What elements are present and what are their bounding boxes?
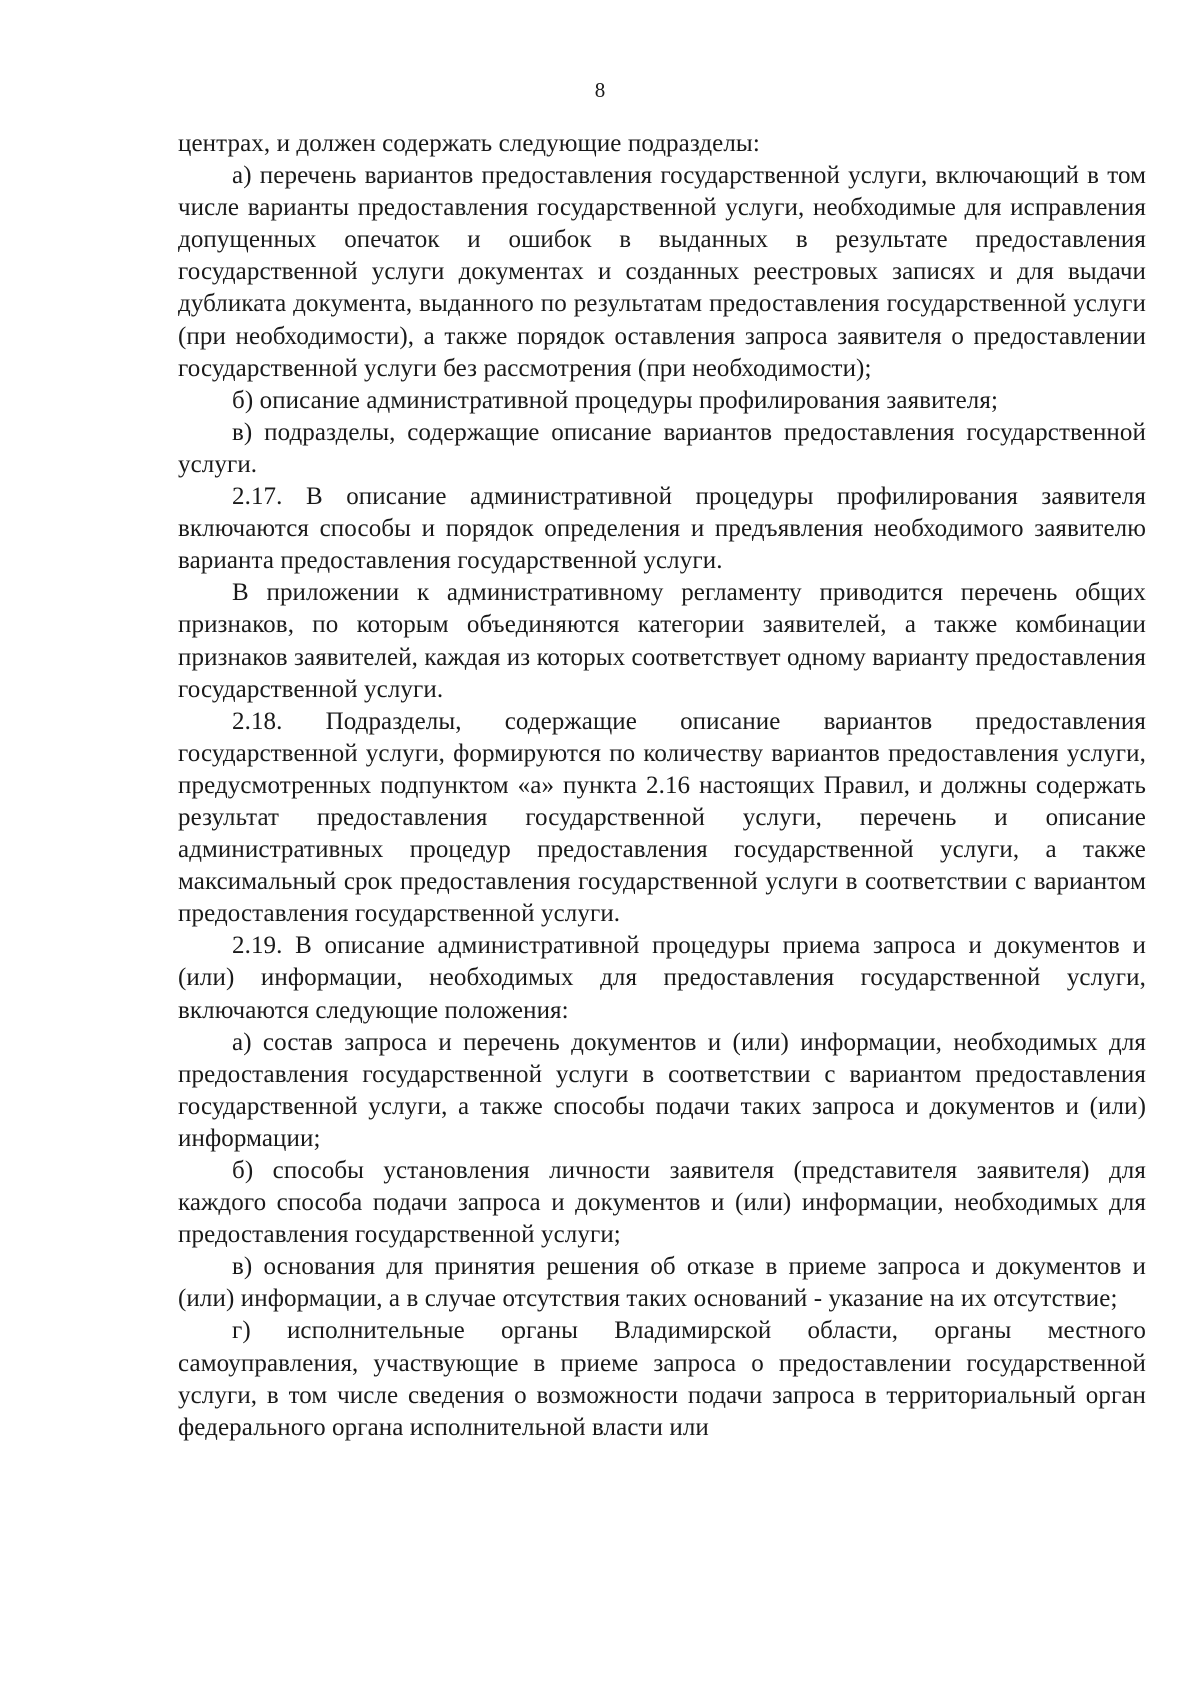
paragraph-2-18: 2.18. Подразделы, содержащие описание вариантов предоставления государственной услуги, формируются по количеству вариантов предоставления услуги, предусмотренных подпунктом «а» пункта 2.16 настоящих Правил, и должны содержать результат предоставления государственной услуги, перечень и описание административных процедур предоставления государственной услуги, а также максимальный срок предоставления государственной услуги в соответствии с вариантом предоставления государственной услуги.	[178, 707, 1146, 928]
page-number: 8	[594, 78, 606, 102]
paragraph-2-19-item-v: в) основания для принятия решения об отказе в приеме запроса и документов и (или) информации, а в случае отсутствия таких оснований - указание на их отсутствие;	[178, 1253, 1146, 1313]
paragraph-item-v-subsections: в) подразделы, содержащие описание вариантов предоставления государственной услуги.	[178, 418, 1146, 478]
paragraph-item-b-profiling: б) описание административной процедуры профилирования заявителя;	[232, 386, 998, 414]
paragraph-appendix-note: В приложении к административному регламенту приводится перечень общих признаков, по которым объединяются категории заявителей, а также комбинации признаков заявителей, каждая из которых соответствует одному варианту предоставления государственной услуги.	[178, 579, 1147, 703]
paragraph-item-a-variants: а) перечень вариантов предоставления государственной услуги, включающий в том числе варианты предоставления государственной услуги, необходимые для исправления допущенных опечаток и ошибок в выданных в результате предоставления государственной услуги документах и созданных реестровых записях и для выдачи дубликата документа, выданного по результатам предоставления государственной услуги (при необходимости), а также порядок оставления запроса заявителя о предоставлении государственной услуги без рассмотрения (при необходимости);	[178, 162, 1146, 382]
document-body	[178, 128, 1146, 1444]
paragraph-continuation: центрах, и должен содержать следующие подразделы:	[178, 130, 760, 157]
paragraph-2-19-item-g: г) исполнительные органы Владимирской области, органы местного самоуправления, участвующие в приеме запроса о предоставлении государственной услуги, в том числе сведения о возможности подачи запроса в территориальный орган федерального органа исполнительной власти или	[178, 1317, 1146, 1441]
paragraph-2-17: 2.17. В описание административной процедуры профилирования заявителя включаются способы и порядок определения и предъявления необходимого заявителю варианта предоставления государственной услуги.	[178, 483, 1146, 575]
paragraph-2-19-item-b: б) способы установления личности заявителя (представителя заявителя) для каждого способа подачи запроса и документов и (или) информации, необходимых для предоставления государственной услуги;	[178, 1157, 1146, 1249]
paragraph-2-19: 2.19. В описание административной процедуры приема запроса и документов и (или) информации, необходимых для предоставления государственной услуги, включаются следующие положения:	[178, 932, 1146, 1024]
paragraph-2-19-item-a: а) состав запроса и перечень документов и (или) информации, необходимых для предоставления государственной услуги в соответствии с вариантом предоставления государственной услуги, а также способы подачи таких запроса и документов и (или) информации;	[178, 1028, 1146, 1152]
